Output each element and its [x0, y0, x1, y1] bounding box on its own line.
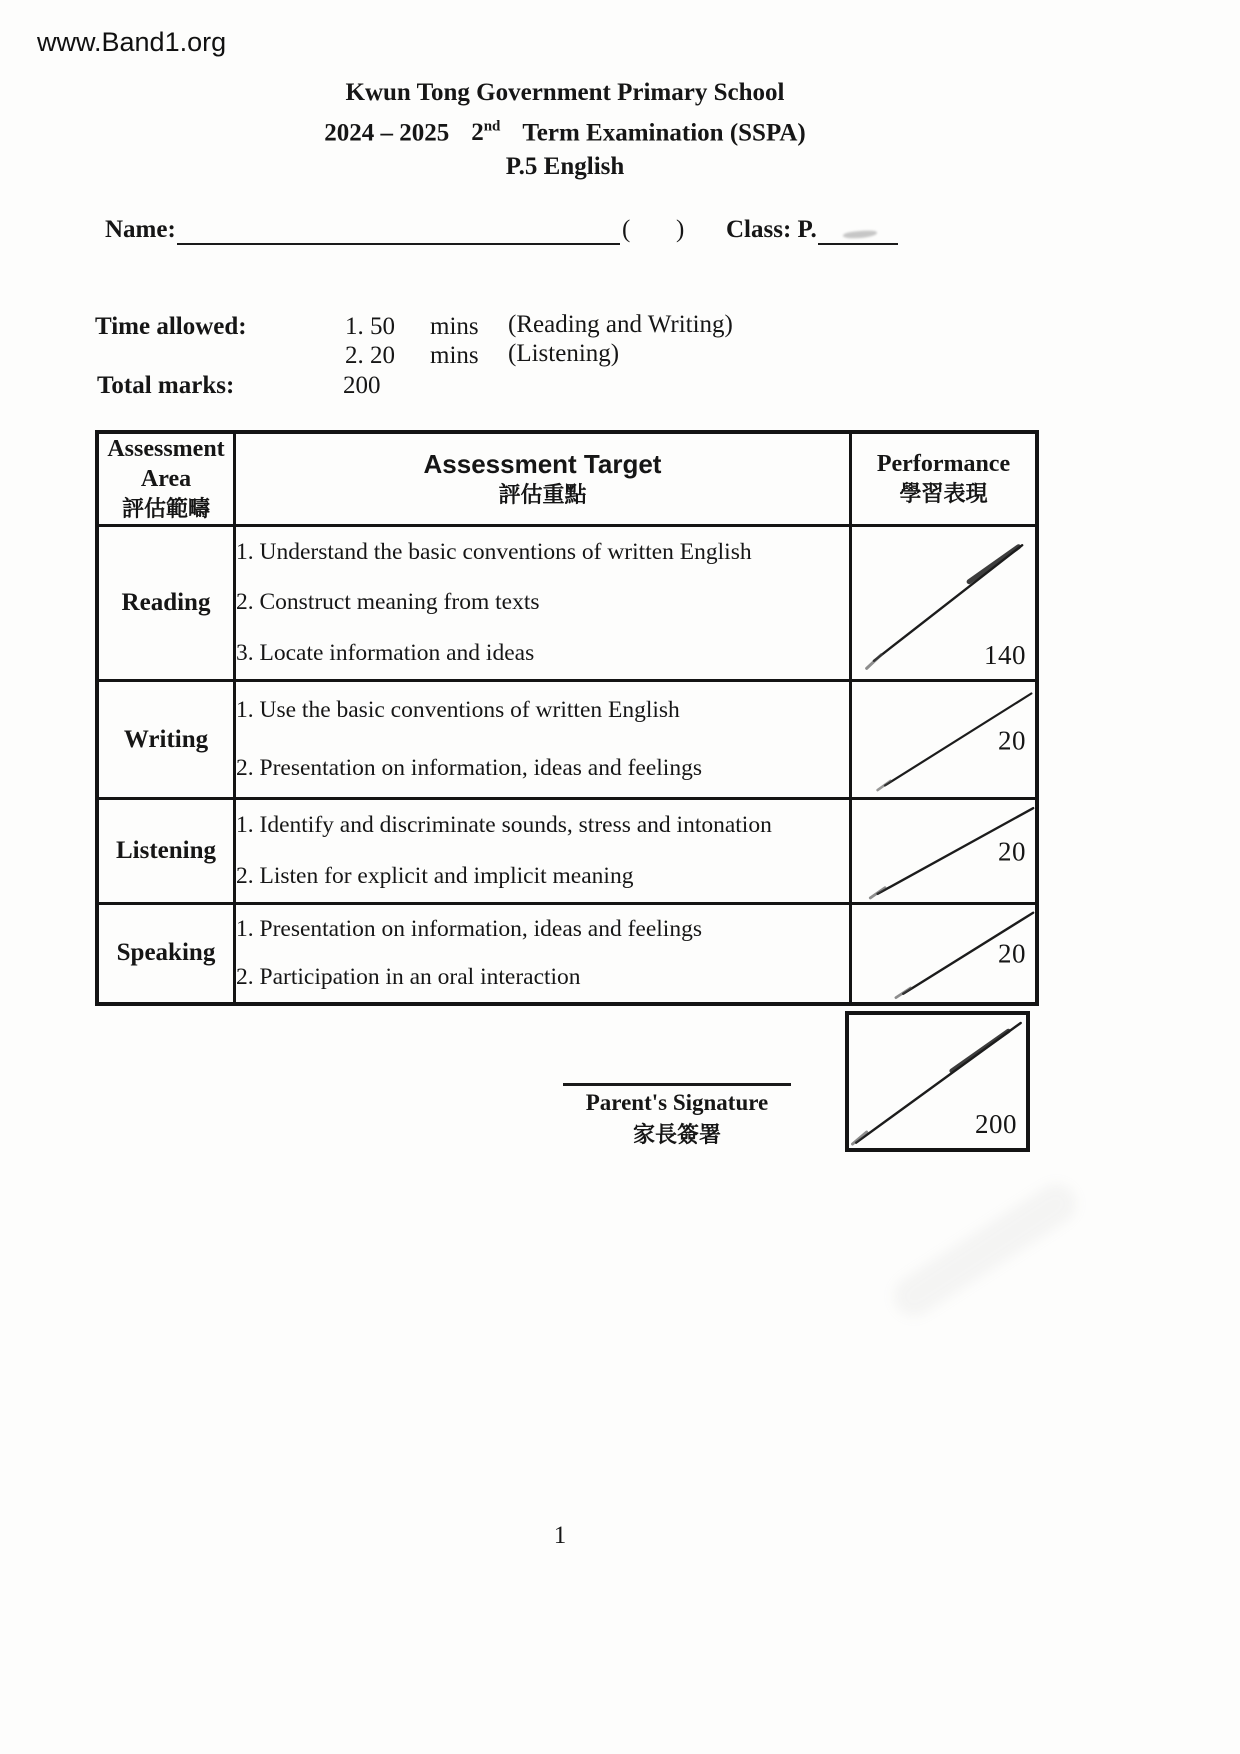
page-number: 1: [553, 1522, 567, 1549]
time-item-2-paper: (Listening): [508, 340, 620, 367]
time-item-1-value: 1. 50: [345, 313, 395, 340]
name-label: Name:: [105, 216, 176, 243]
table-row-reading: [97, 526, 1037, 681]
signature-line: [563, 1083, 791, 1086]
time-item-1-unit: mins: [430, 313, 479, 340]
time-item-2-value: 2. 20: [345, 342, 395, 369]
table-row-speaking: [97, 904, 1037, 1004]
target-item: 2. Participation in an oral interaction: [236, 963, 581, 990]
school-name: Kwun Tong Government Primary School: [345, 79, 785, 106]
total-marks-label: Total marks:: [97, 372, 235, 399]
class-number-paren-open: (: [622, 216, 631, 243]
header-performance: Performance 學習表現: [851, 432, 1038, 526]
time-allowed-label: Time allowed:: [95, 313, 247, 340]
class-blank-line: [818, 243, 898, 245]
subject-line: P.5 English: [505, 153, 625, 181]
table-header-row: [97, 432, 1037, 526]
target-cell: [235, 681, 851, 799]
time-item-2-unit: mins: [430, 342, 479, 369]
site-watermark: www.Band1.org: [37, 27, 227, 57]
exam-title-line: [0, 110, 1130, 150]
performance-cell: [851, 904, 1038, 1004]
performance-cell: [851, 526, 1038, 681]
performance-cell: [851, 799, 1038, 904]
header-assessment-target: Assessment Target 評估重點: [235, 432, 851, 526]
header-assessment-area: Assessment Area 評估範疇: [97, 432, 235, 526]
assessment-table: [95, 430, 1039, 1006]
name-blank-line: [177, 243, 620, 245]
exam-name: Term Examination (SSPA): [522, 119, 806, 147]
area-label: Speaking: [97, 904, 235, 1004]
target-cell: [235, 799, 851, 904]
total-marks-performance: 200: [975, 1109, 1017, 1139]
performance-cell: [851, 681, 1038, 799]
marks-value: 20: [998, 725, 1026, 756]
target-item: 1. Presentation on information, ideas and feelings: [236, 915, 702, 942]
target-item: 2. Construct meaning from texts: [236, 589, 540, 616]
marks-value: 20: [998, 836, 1026, 867]
target-item: 2. Presentation on information, ideas and feelings: [236, 754, 702, 781]
scan-smudge: [886, 1176, 1084, 1324]
marks-value: 140: [984, 640, 1026, 670]
time-item-1-paper: (Reading and Writing): [508, 311, 733, 338]
table-row-writing: [97, 681, 1037, 799]
area-label: Writing: [97, 681, 235, 799]
signature-label-en: Parent's Signature: [585, 1090, 769, 1115]
target-item: 2. Listen for explicit and implicit meaning: [236, 863, 634, 889]
total-performance-box: [845, 1011, 1030, 1152]
area-label: Reading: [97, 526, 235, 681]
table-row-listening: [97, 799, 1037, 904]
title-block: [0, 76, 1130, 184]
target-item: 1. Understand the basic conventions of written English: [236, 538, 752, 565]
target-item: 1. Identify and discriminate sounds, stress and intonation: [236, 812, 772, 838]
target-item: 3. Locate information and ideas: [236, 640, 535, 667]
target-item: 1. Use the basic conventions of written English: [236, 697, 680, 724]
target-cell: [235, 904, 851, 1004]
exam-years: 2024 – 2025: [324, 119, 450, 147]
marks-value: 20: [998, 938, 1026, 969]
signature-label-zh: 家長簽署: [632, 1122, 721, 1147]
handwritten-mark: [843, 230, 877, 239]
area-label: Listening: [97, 799, 235, 904]
class-label: Class: P.: [726, 216, 817, 243]
target-cell: [235, 526, 851, 681]
exam-ordinal: 2nd: [471, 119, 501, 147]
class-number-paren-close: ): [676, 216, 685, 243]
signature-block: [563, 1083, 791, 1149]
total-marks-value: 200: [343, 372, 381, 399]
